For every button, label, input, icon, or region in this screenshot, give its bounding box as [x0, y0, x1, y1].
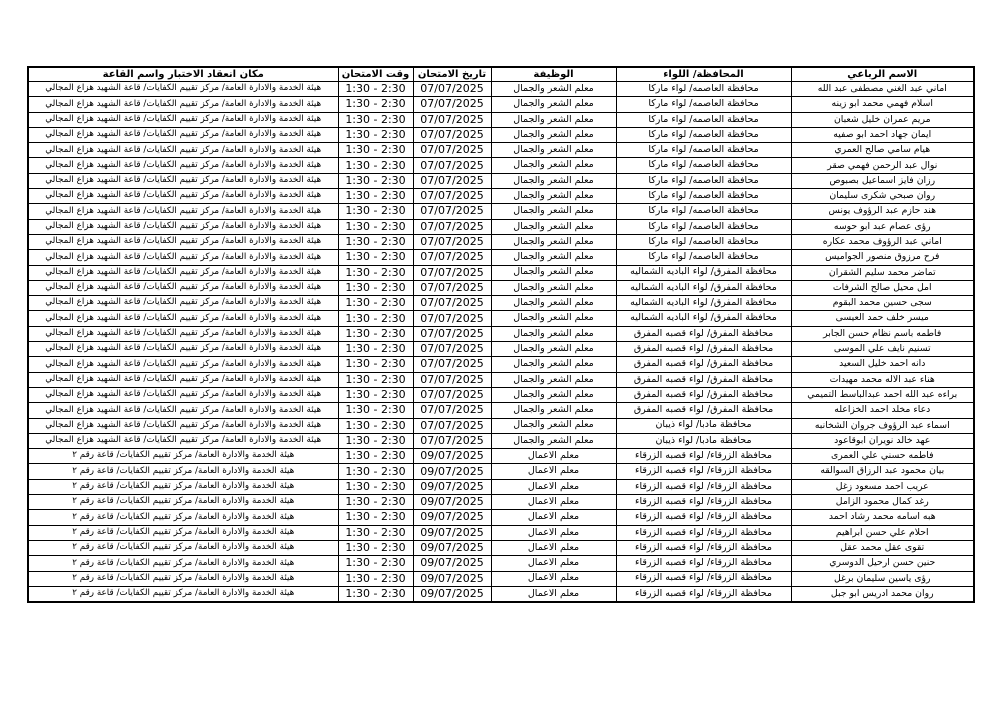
- table-row: [28, 326, 974, 341]
- table-row: [28, 540, 974, 555]
- cell-job: معلم الشعر والجمال: [491, 326, 616, 341]
- cell-exam_time: 1:30 - 2:30: [338, 97, 413, 112]
- cell-exam_date: 07/07/2025: [413, 342, 491, 357]
- cell-location: هيئة الخدمة والادارة العامة/ مركز تقييم الكفايات/ قاعة الشهيد هزاع المجالي: [28, 204, 338, 219]
- cell-exam_date: 09/07/2025: [413, 540, 491, 555]
- cell-governorate: محافظة العاصمه/ لواء ماركا: [616, 189, 791, 204]
- cell-name: روان صبحي شكرى سليمان: [791, 189, 974, 204]
- cell-job: معلم الشعر والجمال: [491, 342, 616, 357]
- cell-exam_date: 09/07/2025: [413, 571, 491, 586]
- cell-exam_date: 07/07/2025: [413, 82, 491, 97]
- cell-governorate: محافظة الزرقاء/ لواء قصبه الزرقاء: [616, 525, 791, 540]
- table-row: [28, 280, 974, 295]
- cell-governorate: محافظة المفرق/ لواء قصبه المفرق: [616, 342, 791, 357]
- cell-exam_date: 07/07/2025: [413, 204, 491, 219]
- cell-job: معلم الشعر والجمال: [491, 265, 616, 280]
- table-row: [28, 372, 974, 387]
- cell-exam_date: 09/07/2025: [413, 556, 491, 571]
- cell-job: معلم الشعر والجمال: [491, 280, 616, 295]
- cell-exam_time: 1:30 - 2:30: [338, 357, 413, 372]
- cell-exam_date: 07/07/2025: [413, 112, 491, 127]
- cell-name: رغد كمال محمود الزامل: [791, 495, 974, 510]
- cell-name: اماني عبد الرؤوف محمد عكاره: [791, 234, 974, 249]
- cell-exam_time: 1:30 - 2:30: [338, 219, 413, 234]
- cell-governorate: محافظة المفرق/ لواء الباديه الشماليه: [616, 280, 791, 295]
- cell-location: هيئة الخدمة والادارة العامة/ مركز تقييم الكفايات/ قاعة الشهيد هزاع المجالي: [28, 97, 338, 112]
- cell-governorate: محافظة مادبا/ لواء ذيبان: [616, 418, 791, 433]
- table-row: [28, 97, 974, 112]
- cell-job: معلم الاعمال: [491, 586, 616, 602]
- cell-exam_time: 1:30 - 2:30: [338, 571, 413, 586]
- cell-governorate: محافظة الزرقاء/ لواء قصبه الزرقاء: [616, 449, 791, 464]
- cell-job: معلم الشعر والجمال: [491, 127, 616, 142]
- exam-table-header: [28, 67, 974, 82]
- cell-exam_date: 09/07/2025: [413, 479, 491, 494]
- cell-exam_time: 1:30 - 2:30: [338, 403, 413, 418]
- cell-location: هيئة الخدمة والادارة العامة/ مركز تقييم الكفايات/ قاعة الشهيد هزاع المجالي: [28, 372, 338, 387]
- cell-governorate: محافظة المفرق/ لواء قصبه المفرق: [616, 357, 791, 372]
- cell-location: هيئة الخدمة والادارة العامة/ مركز تقييم الكفايات/ قاعة الشهيد هزاع المجالي: [28, 158, 338, 173]
- column-header-exam-date: تاريخ الامتحان: [413, 67, 491, 82]
- cell-location: هيئة الخدمة والادارة العامة/ مركز تقييم الكفايات/ قاعة الشهيد هزاع المجالي: [28, 112, 338, 127]
- cell-governorate: محافظة الزرقاء/ لواء قصبه الزرقاء: [616, 571, 791, 586]
- table-row: [28, 265, 974, 280]
- cell-exam_time: 1:30 - 2:30: [338, 143, 413, 158]
- cell-location: هيئة الخدمة والادارة العامة/ مركز تقييم الكفايات/ قاعة رقم ٢: [28, 464, 338, 479]
- cell-name: عريب احمد مسعود زغل: [791, 479, 974, 494]
- cell-exam_time: 1:30 - 2:30: [338, 433, 413, 448]
- cell-name: رؤى عصام عبد ابو حوسه: [791, 219, 974, 234]
- table-row: [28, 234, 974, 249]
- cell-exam_time: 1:30 - 2:30: [338, 326, 413, 341]
- cell-name: روان محمد ادريس ابو جبل: [791, 586, 974, 602]
- cell-location: هيئة الخدمة والادارة العامة/ مركز تقييم الكفايات/ قاعة الشهيد هزاع المجالي: [28, 189, 338, 204]
- cell-job: معلم الشعر والجمال: [491, 418, 616, 433]
- cell-exam_time: 1:30 - 2:30: [338, 204, 413, 219]
- cell-exam_date: 07/07/2025: [413, 158, 491, 173]
- cell-location: هيئة الخدمة والادارة العامة/ مركز تقييم الكفايات/ قاعة الشهيد هزاع المجالي: [28, 357, 338, 372]
- cell-name: حنين حسن ارحيل الدوسري: [791, 556, 974, 571]
- cell-location: هيئة الخدمة والادارة العامة/ مركز تقييم الكفايات/ قاعة الشهيد هزاع المجالي: [28, 143, 338, 158]
- table-row: [28, 449, 974, 464]
- cell-name: اسماء عبد الرؤوف جروان الشخانبه: [791, 418, 974, 433]
- cell-governorate: محافظة المفرق/ لواء الباديه الشماليه: [616, 296, 791, 311]
- cell-governorate: محافظة الزرقاء/ لواء قصبه الزرقاء: [616, 586, 791, 602]
- cell-job: معلم الشعر والجمال: [491, 372, 616, 387]
- cell-exam_date: 07/07/2025: [413, 97, 491, 112]
- cell-exam_time: 1:30 - 2:30: [338, 495, 413, 510]
- table-row: [28, 495, 974, 510]
- cell-exam_date: 07/07/2025: [413, 433, 491, 448]
- cell-exam_date: 07/07/2025: [413, 296, 491, 311]
- cell-location: هيئة الخدمة والادارة العامة/ مركز تقييم الكفايات/ قاعة رقم ٢: [28, 571, 338, 586]
- cell-job: معلم الشعر والجمال: [491, 311, 616, 326]
- cell-job: معلم الشعر والجمال: [491, 250, 616, 265]
- cell-name: دعاء مخلد احمد الخزاعله: [791, 403, 974, 418]
- cell-location: هيئة الخدمة والادارة العامة/ مركز تقييم الكفايات/ قاعة رقم ٢: [28, 479, 338, 494]
- cell-location: هيئة الخدمة والادارة العامة/ مركز تقييم الكفايات/ قاعة الشهيد هزاع المجالي: [28, 311, 338, 326]
- cell-job: معلم الشعر والجمال: [491, 143, 616, 158]
- cell-job: معلم الشعر والجمال: [491, 204, 616, 219]
- cell-exam_date: 07/07/2025: [413, 189, 491, 204]
- cell-exam_date: 07/07/2025: [413, 372, 491, 387]
- cell-exam_date: 09/07/2025: [413, 495, 491, 510]
- cell-exam_date: 09/07/2025: [413, 510, 491, 525]
- cell-governorate: محافظة الزرقاء/ لواء قصبه الزرقاء: [616, 510, 791, 525]
- table-row: [28, 556, 974, 571]
- cell-governorate: محافظة العاصمه/ لواء ماركا: [616, 250, 791, 265]
- table-row: [28, 296, 974, 311]
- cell-exam_time: 1:30 - 2:30: [338, 82, 413, 97]
- cell-exam_time: 1:30 - 2:30: [338, 372, 413, 387]
- cell-name: هبه اسامه محمد رشاد احمد: [791, 510, 974, 525]
- table-row: [28, 143, 974, 158]
- table-row: [28, 479, 974, 494]
- table-row: [28, 387, 974, 402]
- cell-job: معلم الشعر والجمال: [491, 296, 616, 311]
- cell-exam_time: 1:30 - 2:30: [338, 342, 413, 357]
- cell-name: فاطمه باسم نظام حسن الجابر: [791, 326, 974, 341]
- cell-job: معلم الاعمال: [491, 525, 616, 540]
- cell-governorate: محافظة العاصمه/ لواء ماركا: [616, 82, 791, 97]
- cell-job: معلم الاعمال: [491, 449, 616, 464]
- cell-job: معلم الاعمال: [491, 556, 616, 571]
- cell-location: هيئة الخدمة والادارة العامة/ مركز تقييم الكفايات/ قاعة الشهيد هزاع المجالي: [28, 127, 338, 142]
- table-row: [28, 403, 974, 418]
- cell-name: براءه عبد الله احمد عبدالباسط التميمي: [791, 387, 974, 402]
- cell-exam_date: 07/07/2025: [413, 403, 491, 418]
- cell-location: هيئة الخدمة والادارة العامة/ مركز تقييم الكفايات/ قاعة الشهيد هزاع المجالي: [28, 280, 338, 295]
- cell-governorate: محافظة العاصمه/ لواء ماركا: [616, 127, 791, 142]
- exam-schedule-table: [27, 66, 975, 603]
- cell-governorate: محافظة العاصمه/ لواء ماركا: [616, 204, 791, 219]
- header-row: [28, 67, 974, 82]
- cell-location: هيئة الخدمة والادارة العامة/ مركز تقييم الكفايات/ قاعة رقم ٢: [28, 540, 338, 555]
- cell-exam_date: 07/07/2025: [413, 127, 491, 142]
- cell-exam_time: 1:30 - 2:30: [338, 525, 413, 540]
- cell-name: اماني عبد الغني مصطفى عبد الله: [791, 82, 974, 97]
- cell-name: رزان فايز اسماعيل بصبوص: [791, 173, 974, 188]
- column-header-location: مكان انعقاد الاختبار واسم القاعة: [28, 67, 338, 82]
- cell-name: تماضر محمد سليم الشقران: [791, 265, 974, 280]
- cell-exam_date: 09/07/2025: [413, 449, 491, 464]
- cell-job: معلم الشعر والجمال: [491, 219, 616, 234]
- cell-exam_time: 1:30 - 2:30: [338, 112, 413, 127]
- column-header-governorate: المحافظة/ اللواء: [616, 67, 791, 82]
- cell-exam_time: 1:30 - 2:30: [338, 479, 413, 494]
- cell-exam_date: 09/07/2025: [413, 464, 491, 479]
- cell-governorate: محافظة الزرقاء/ لواء قصبه الزرقاء: [616, 556, 791, 571]
- cell-name: عهد خالد نويران ابوقاعود: [791, 433, 974, 448]
- cell-name: فرح مرزوق منصور الجواميس: [791, 250, 974, 265]
- table-row: [28, 311, 974, 326]
- cell-name: رؤى ياسين سليمان برغل: [791, 571, 974, 586]
- cell-location: هيئة الخدمة والادارة العامة/ مركز تقييم الكفايات/ قاعة الشهيد هزاع المجالي: [28, 387, 338, 402]
- column-header-job: الوظيفة: [491, 67, 616, 82]
- cell-job: معلم الشعر والجمال: [491, 403, 616, 418]
- cell-governorate: محافظة الزرقاء/ لواء قصبه الزرقاء: [616, 540, 791, 555]
- cell-governorate: محافظة العاصمه/ لواء ماركا: [616, 173, 791, 188]
- cell-exam_date: 07/07/2025: [413, 387, 491, 402]
- cell-name: اسلام فهمي محمد ابو زينه: [791, 97, 974, 112]
- cell-exam_date: 07/07/2025: [413, 357, 491, 372]
- cell-exam_time: 1:30 - 2:30: [338, 250, 413, 265]
- cell-exam_time: 1:30 - 2:30: [338, 158, 413, 173]
- cell-location: هيئة الخدمة والادارة العامة/ مركز تقييم الكفايات/ قاعة رقم ٢: [28, 449, 338, 464]
- cell-job: معلم الاعمال: [491, 464, 616, 479]
- cell-location: هيئة الخدمة والادارة العامة/ مركز تقييم الكفايات/ قاعة الشهيد هزاع المجالي: [28, 342, 338, 357]
- cell-governorate: محافظة المفرق/ لواء الباديه الشماليه: [616, 311, 791, 326]
- cell-name: دانه احمد خليل السعيد: [791, 357, 974, 372]
- cell-job: معلم الاعمال: [491, 540, 616, 555]
- cell-governorate: محافظة المفرق/ لواء قصبه المفرق: [616, 387, 791, 402]
- cell-name: امل محيل صالح الشرفات: [791, 280, 974, 295]
- table-row: [28, 173, 974, 188]
- cell-exam_date: 07/07/2025: [413, 311, 491, 326]
- cell-location: هيئة الخدمة والادارة العامة/ مركز تقييم الكفايات/ قاعة الشهيد هزاع المجالي: [28, 234, 338, 249]
- cell-governorate: محافظة الزرقاء/ لواء قصبه الزرقاء: [616, 464, 791, 479]
- cell-job: معلم الشعر والجمال: [491, 433, 616, 448]
- cell-name: هند حازم عبد الرؤوف يونس: [791, 204, 974, 219]
- cell-location: هيئة الخدمة والادارة العامة/ مركز تقييم الكفايات/ قاعة رقم ٢: [28, 586, 338, 602]
- table-row: [28, 250, 974, 265]
- table-row: [28, 127, 974, 142]
- table-row: [28, 219, 974, 234]
- table-row: [28, 82, 974, 97]
- cell-job: معلم الشعر والجمال: [491, 357, 616, 372]
- cell-exam_time: 1:30 - 2:30: [338, 311, 413, 326]
- cell-exam_date: 09/07/2025: [413, 586, 491, 602]
- cell-name: احلام علي حسن ابراهيم: [791, 525, 974, 540]
- table-row: [28, 158, 974, 173]
- table-row: [28, 418, 974, 433]
- cell-exam_date: 07/07/2025: [413, 219, 491, 234]
- cell-job: معلم الاعمال: [491, 571, 616, 586]
- cell-name: تقوى عقل محمد عقل: [791, 540, 974, 555]
- cell-exam_date: 07/07/2025: [413, 143, 491, 158]
- cell-location: هيئة الخدمة والادارة العامة/ مركز تقييم الكفايات/ قاعة رقم ٢: [28, 495, 338, 510]
- cell-exam_time: 1:30 - 2:30: [338, 265, 413, 280]
- cell-governorate: محافظة الزرقاء/ لواء قصبه الزرقاء: [616, 479, 791, 494]
- cell-governorate: محافظة المفرق/ لواء الباديه الشماليه: [616, 265, 791, 280]
- cell-exam_time: 1:30 - 2:30: [338, 387, 413, 402]
- cell-location: هيئة الخدمة والادارة العامة/ مركز تقييم الكفايات/ قاعة رقم ٢: [28, 510, 338, 525]
- cell-job: معلم الاعمال: [491, 495, 616, 510]
- cell-name: سجى حسين محمد البقوم: [791, 296, 974, 311]
- cell-job: معلم الشعر والجمال: [491, 82, 616, 97]
- table-row: [28, 112, 974, 127]
- cell-name: هناء عبد الاله محمد مهيدات: [791, 372, 974, 387]
- cell-name: نوال عبد الرحمن فهمي صقر: [791, 158, 974, 173]
- cell-location: هيئة الخدمة والادارة العامة/ مركز تقييم الكفايات/ قاعة الشهيد هزاع المجالي: [28, 250, 338, 265]
- cell-exam_time: 1:30 - 2:30: [338, 510, 413, 525]
- cell-name: فاطمه حسني علي العمرى: [791, 449, 974, 464]
- cell-location: هيئة الخدمة والادارة العامة/ مركز تقييم الكفايات/ قاعة رقم ٢: [28, 525, 338, 540]
- cell-name: هيام سامي صالح العمري: [791, 143, 974, 158]
- cell-job: معلم الشعر والجمال: [491, 112, 616, 127]
- cell-job: معلم الاعمال: [491, 479, 616, 494]
- table-row: [28, 464, 974, 479]
- table-row: [28, 189, 974, 204]
- cell-governorate: محافظة العاصمه/ لواء ماركا: [616, 158, 791, 173]
- cell-location: هيئة الخدمة والادارة العامة/ مركز تقييم الكفايات/ قاعة رقم ٢: [28, 556, 338, 571]
- cell-job: معلم الاعمال: [491, 510, 616, 525]
- cell-exam_time: 1:30 - 2:30: [338, 234, 413, 249]
- cell-governorate: محافظة المفرق/ لواء قصبه المفرق: [616, 403, 791, 418]
- cell-job: معلم الشعر والجمال: [491, 234, 616, 249]
- table-row: [28, 525, 974, 540]
- cell-exam_date: 07/07/2025: [413, 250, 491, 265]
- cell-name: بيان محمود عبد الرزاق السوالقه: [791, 464, 974, 479]
- cell-name: مريم عمران خليل شعبان: [791, 112, 974, 127]
- cell-governorate: محافظة العاصمه/ لواء ماركا: [616, 219, 791, 234]
- cell-location: هيئة الخدمة والادارة العامة/ مركز تقييم الكفايات/ قاعة الشهيد هزاع المجالي: [28, 418, 338, 433]
- cell-location: هيئة الخدمة والادارة العامة/ مركز تقييم الكفايات/ قاعة الشهيد هزاع المجالي: [28, 82, 338, 97]
- cell-exam_date: 09/07/2025: [413, 525, 491, 540]
- table-row: [28, 357, 974, 372]
- cell-exam_time: 1:30 - 2:30: [338, 173, 413, 188]
- cell-location: هيئة الخدمة والادارة العامة/ مركز تقييم الكفايات/ قاعة الشهيد هزاع المجالي: [28, 173, 338, 188]
- cell-governorate: محافظة مادبا/ لواء ذيبان: [616, 433, 791, 448]
- cell-exam_time: 1:30 - 2:30: [338, 418, 413, 433]
- cell-governorate: محافظة العاصمه/ لواء ماركا: [616, 112, 791, 127]
- cell-exam_time: 1:30 - 2:30: [338, 556, 413, 571]
- cell-exam_date: 07/07/2025: [413, 280, 491, 295]
- cell-governorate: محافظة العاصمه/ لواء ماركا: [616, 234, 791, 249]
- cell-job: معلم الشعر والجمال: [491, 97, 616, 112]
- table-row: [28, 571, 974, 586]
- cell-name: ميسر خلف حمد العيسى: [791, 311, 974, 326]
- cell-exam_time: 1:30 - 2:30: [338, 449, 413, 464]
- cell-governorate: محافظة الزرقاء/ لواء قصبه الزرقاء: [616, 495, 791, 510]
- cell-exam_time: 1:30 - 2:30: [338, 296, 413, 311]
- cell-exam_time: 1:30 - 2:30: [338, 540, 413, 555]
- cell-governorate: محافظة المفرق/ لواء قصبه المفرق: [616, 372, 791, 387]
- cell-job: معلم الشعر والجمال: [491, 189, 616, 204]
- cell-exam_time: 1:30 - 2:30: [338, 464, 413, 479]
- cell-location: هيئة الخدمة والادارة العامة/ مركز تقييم الكفايات/ قاعة الشهيد هزاع المجالي: [28, 219, 338, 234]
- cell-location: هيئة الخدمة والادارة العامة/ مركز تقييم الكفايات/ قاعة الشهيد هزاع المجالي: [28, 296, 338, 311]
- cell-exam_time: 1:30 - 2:30: [338, 189, 413, 204]
- table-row: [28, 510, 974, 525]
- cell-exam_date: 07/07/2025: [413, 173, 491, 188]
- cell-location: هيئة الخدمة والادارة العامة/ مركز تقييم الكفايات/ قاعة الشهيد هزاع المجالي: [28, 326, 338, 341]
- cell-exam_date: 07/07/2025: [413, 418, 491, 433]
- cell-name: ايمان جهاد احمد ابو صفيه: [791, 127, 974, 142]
- cell-job: معلم الشعر والجمال: [491, 173, 616, 188]
- table-row: [28, 586, 974, 602]
- cell-job: معلم الشعر والجمال: [491, 158, 616, 173]
- column-header-name: الاسم الرباعي: [791, 67, 974, 82]
- cell-name: تسنيم نايف علي الموسى: [791, 342, 974, 357]
- cell-location: هيئة الخدمة والادارة العامة/ مركز تقييم الكفايات/ قاعة الشهيد هزاع المجالي: [28, 265, 338, 280]
- cell-exam_time: 1:30 - 2:30: [338, 127, 413, 142]
- table-row: [28, 204, 974, 219]
- cell-governorate: محافظة المفرق/ لواء قصبه المفرق: [616, 326, 791, 341]
- cell-exam_date: 07/07/2025: [413, 234, 491, 249]
- cell-job: معلم الشعر والجمال: [491, 387, 616, 402]
- cell-location: هيئة الخدمة والادارة العامة/ مركز تقييم الكفايات/ قاعة الشهيد هزاع المجالي: [28, 403, 338, 418]
- cell-exam_time: 1:30 - 2:30: [338, 280, 413, 295]
- cell-exam_time: 1:30 - 2:30: [338, 586, 413, 602]
- cell-governorate: محافظة العاصمه/ لواء ماركا: [616, 143, 791, 158]
- exam-table-body: [28, 82, 974, 603]
- cell-exam_date: 07/07/2025: [413, 265, 491, 280]
- cell-location: هيئة الخدمة والادارة العامة/ مركز تقييم الكفايات/ قاعة الشهيد هزاع المجالي: [28, 433, 338, 448]
- table-row: [28, 342, 974, 357]
- cell-governorate: محافظة العاصمه/ لواء ماركا: [616, 97, 791, 112]
- cell-exam_date: 07/07/2025: [413, 326, 491, 341]
- table-row: [28, 433, 974, 448]
- column-header-exam-time: وقت الامتحان: [338, 67, 413, 82]
